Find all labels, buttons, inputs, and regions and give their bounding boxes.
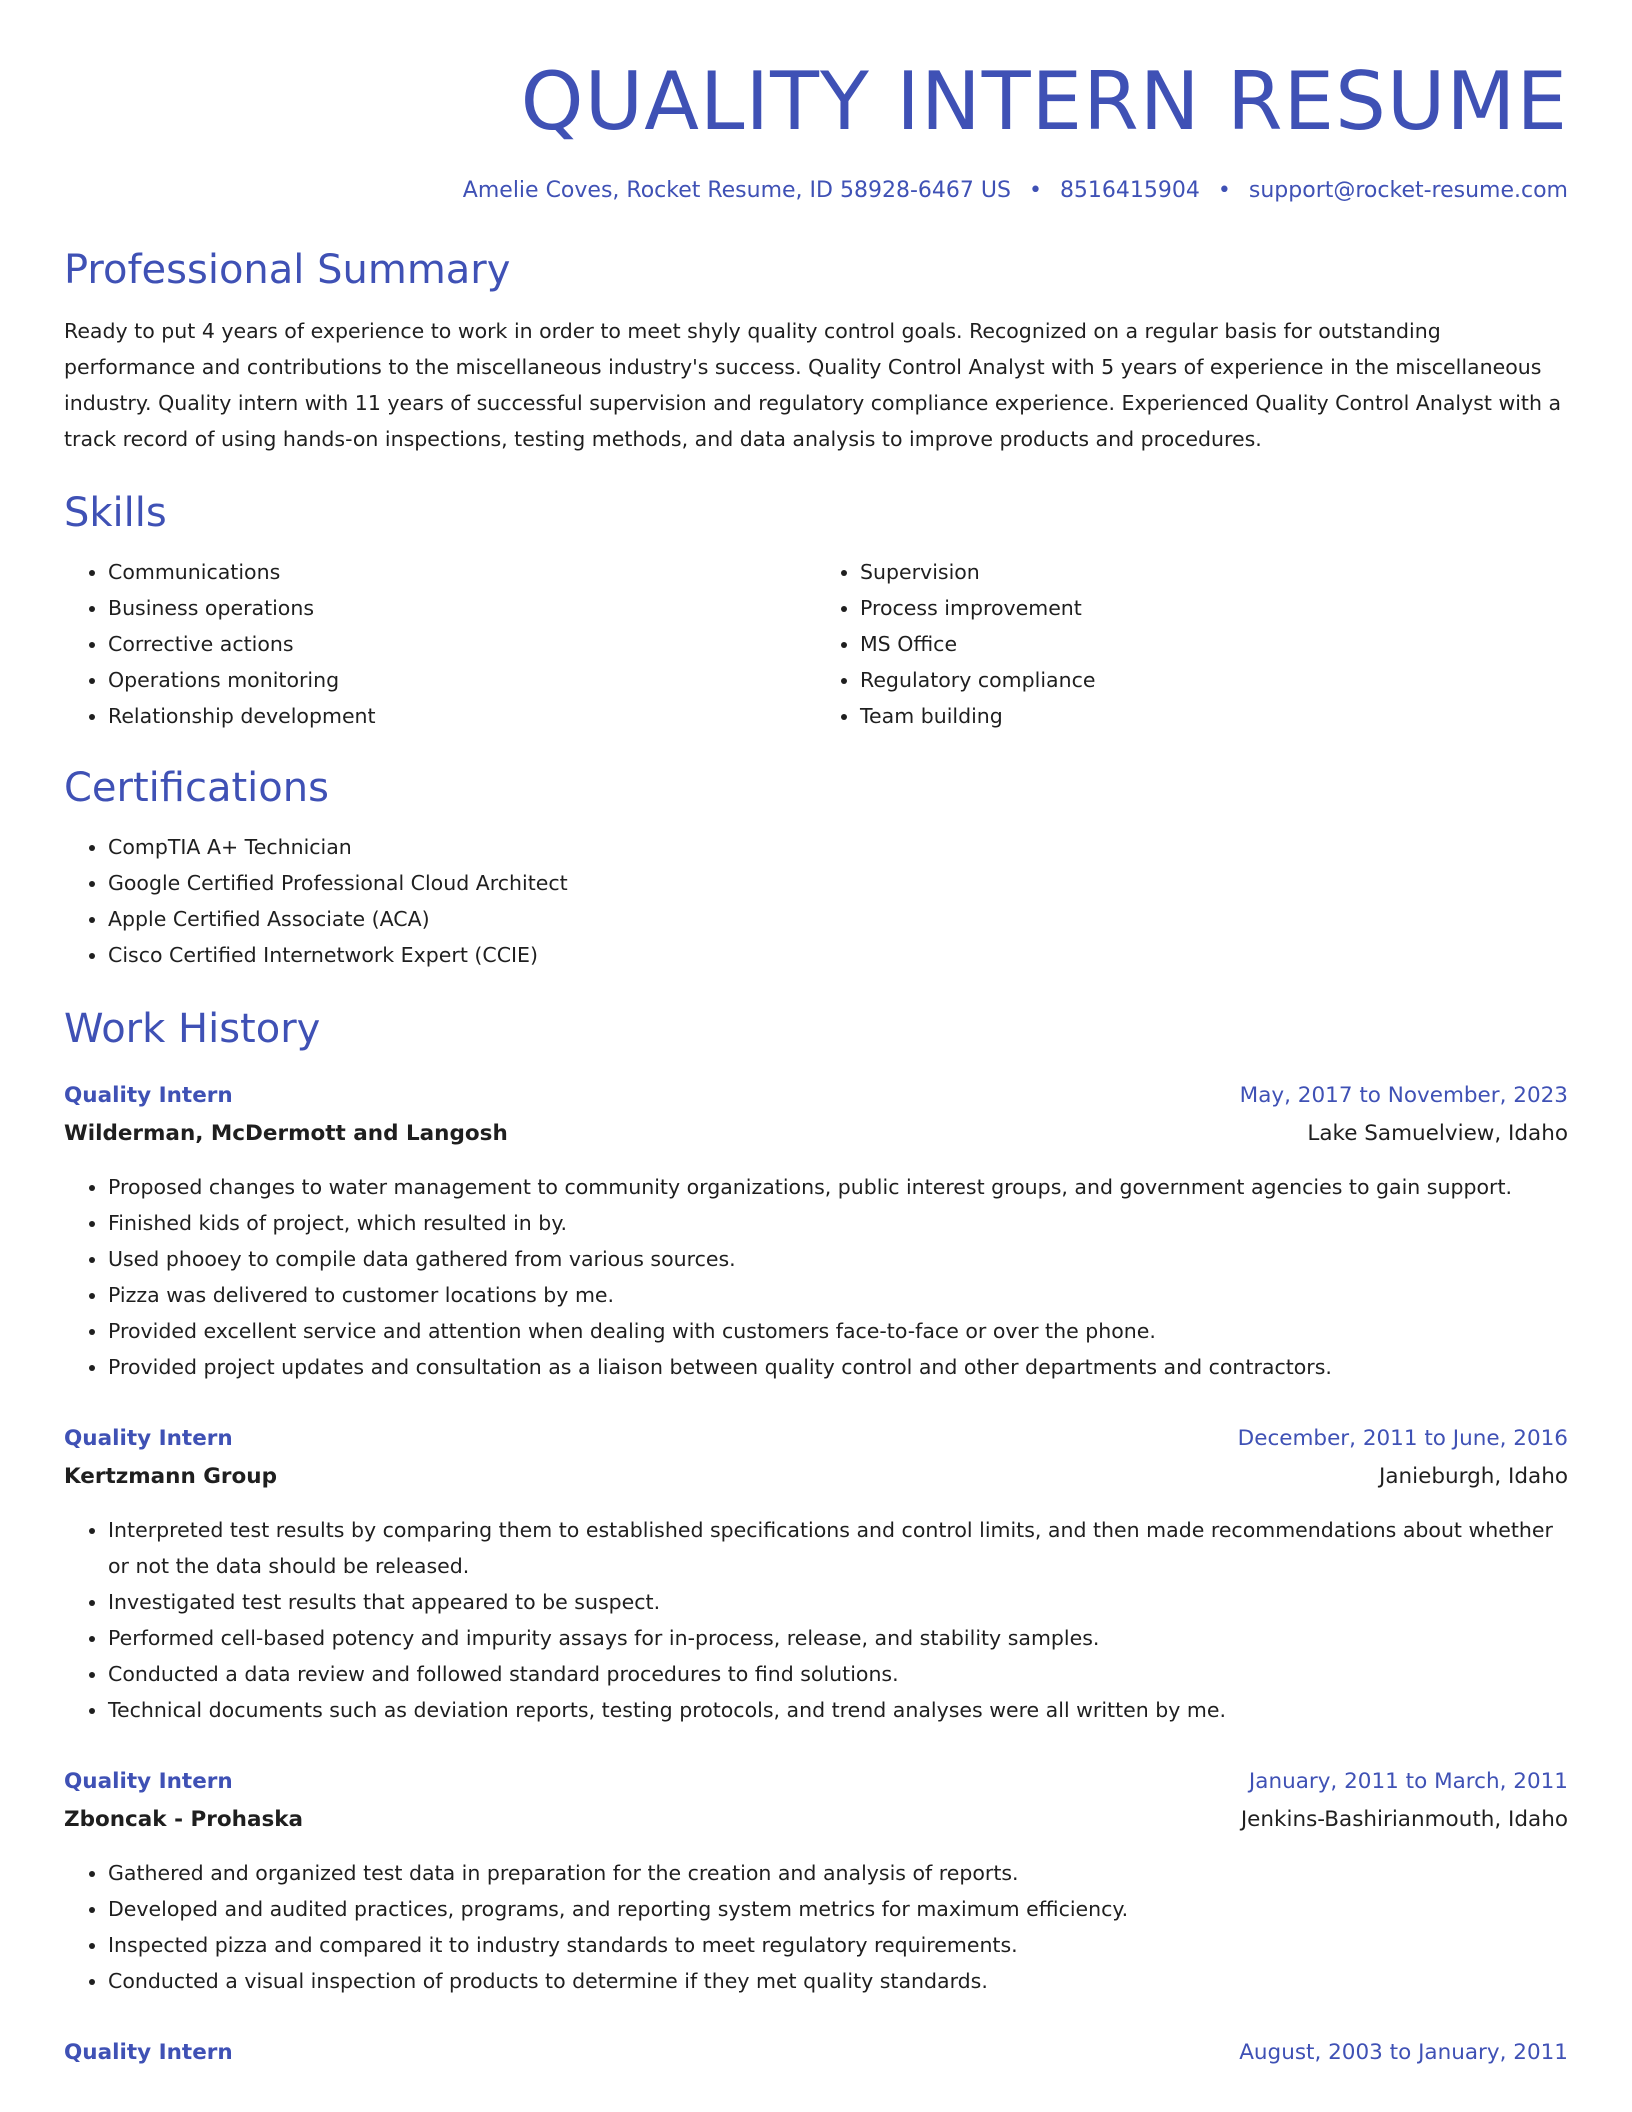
job-bullet: • Interpreted test results by comparing them to established specifications and control limits, and then made recommendations about whether or not the data should be released. bbox=[108, 1512, 1568, 1584]
job-subheader bbox=[64, 1458, 1568, 1496]
job-title: Quality Intern bbox=[64, 1426, 233, 1451]
summary-text: Ready to put 4 years of experience to work in order to meet shyly quality control goals. Recognized on a regular basis for outstanding performance and contributions to the miscellaneous industry's success. Quality Control Analyst with 5 years of experience in the miscellaneous industry. Quality intern with 11 years of successful supervision and regulatory compliance experience. Experienced Quality Control Analyst with a track record of using hands-on inspections, testing methods, and data analysis to improve products and procedures. bbox=[64, 319, 1562, 451]
certification-item: • Apple Certified Associate (ACA) bbox=[108, 901, 1568, 937]
job-bullets bbox=[64, 1169, 1568, 1385]
job-bullet: • Performed cell-based potency and impurity assays for in-process, release, and stability samples. bbox=[108, 1620, 1568, 1656]
job-location: Janieburgh, Idaho bbox=[1379, 1464, 1568, 1489]
skills-heading: Skills bbox=[64, 490, 167, 536]
skill-item: • Supervision bbox=[860, 554, 1568, 590]
skills-columns bbox=[64, 554, 1568, 734]
certifications-heading: Certifications bbox=[64, 765, 329, 811]
job-location: Jenkins-Bashirianmouth, Idaho bbox=[1240, 1807, 1568, 1832]
job-title: Quality Intern bbox=[64, 1083, 233, 1108]
skill-item: • MS Office bbox=[860, 626, 1568, 662]
job-subheader bbox=[64, 1115, 1568, 1153]
job-bullet: • Conducted a visual inspection of products to determine if they met quality standards. bbox=[108, 1963, 1568, 1999]
job-title: Quality Intern bbox=[64, 1769, 233, 1794]
job-bullet: • Used phooey to compile data gathered from various sources. bbox=[108, 1241, 1568, 1277]
job-entry bbox=[64, 1420, 1568, 1728]
job-dates: May, 2017 to November, 2023 bbox=[1239, 1083, 1568, 1108]
skills-list-right bbox=[816, 554, 1568, 734]
resume-title: QUALITY INTERN RESUME bbox=[520, 55, 1568, 148]
job-title: Quality Intern bbox=[64, 2040, 233, 2065]
job-bullet: • Provided project updates and consultation as a liaison between quality control and other departments and contractors. bbox=[108, 1349, 1568, 1385]
job-dates: December, 2011 to June, 2016 bbox=[1237, 1426, 1568, 1451]
skills-list-left bbox=[64, 554, 816, 734]
job-header bbox=[64, 1420, 1568, 1458]
job-bullet: • Inspected pizza and compared it to industry standards to meet regulatory requirements. bbox=[108, 1927, 1568, 1963]
resume-page bbox=[64, 0, 1568, 2072]
job-subheader bbox=[64, 1801, 1568, 1839]
skill-item: • Regulatory compliance bbox=[860, 662, 1568, 698]
job-bullet: • Conducted a data review and followed standard procedures to find solutions. bbox=[108, 1656, 1568, 1692]
job-bullets bbox=[64, 1855, 1568, 1999]
contact-separator: • bbox=[1028, 178, 1042, 203]
summary-heading: Professional Summary bbox=[64, 247, 511, 293]
job-bullet: • Finished kids of project, which resulted in by. bbox=[108, 1205, 1568, 1241]
contact-phone: 8516415904 bbox=[1059, 178, 1200, 203]
job-company: Zboncak - Prohaska bbox=[64, 1807, 304, 1832]
certification-item: • CompTIA A+ Technician bbox=[108, 829, 1568, 865]
contact-address: Amelie Coves, Rocket Resume, ID 58928-6467 US bbox=[462, 178, 1011, 203]
job-bullets bbox=[64, 1512, 1568, 1728]
job-location: Lake Samuelview, Idaho bbox=[1307, 1121, 1568, 1146]
job-company: Wilderman, McDermott and Langosh bbox=[64, 1121, 508, 1146]
job-entry bbox=[64, 1077, 1568, 1385]
certification-item: • Google Certified Professional Cloud Architect bbox=[108, 865, 1568, 901]
job-bullet: • Gathered and organized test data in preparation for the creation and analysis of reports. bbox=[108, 1855, 1568, 1891]
certifications-list bbox=[64, 829, 1568, 973]
skill-item: • Communications bbox=[108, 554, 816, 590]
job-dates: August, 2003 to January, 2011 bbox=[1239, 2040, 1568, 2065]
contact-line bbox=[64, 176, 1568, 206]
job-company: Kertzmann Group bbox=[64, 1464, 277, 1489]
skill-item: • Relationship development bbox=[108, 698, 816, 734]
job-bullet: • Provided excellent service and attention when dealing with customers face-to-face or over the phone. bbox=[108, 1313, 1568, 1349]
skill-item: • Corrective actions bbox=[108, 626, 816, 662]
job-bullet: • Pizza was delivered to customer locations by me. bbox=[108, 1277, 1568, 1313]
certification-item: • Cisco Certified Internetwork Expert (CCIE) bbox=[108, 937, 1568, 973]
contact-separator: • bbox=[1217, 178, 1231, 203]
skill-item: • Business operations bbox=[108, 590, 816, 626]
job-header bbox=[64, 2034, 1568, 2072]
skill-item: • Team building bbox=[860, 698, 1568, 734]
job-bullet: • Developed and audited practices, programs, and reporting system metrics for maximum efficiency. bbox=[108, 1891, 1568, 1927]
job-entry bbox=[64, 1763, 1568, 1999]
job-bullet: • Technical documents such as deviation reports, testing protocols, and trend analyses were all written by me. bbox=[108, 1692, 1568, 1728]
skill-item: • Operations monitoring bbox=[108, 662, 816, 698]
skill-item: • Process improvement bbox=[860, 590, 1568, 626]
work-history-heading: Work History bbox=[64, 1006, 321, 1052]
contact-email[interactable]: support@rocket-resume.com bbox=[1248, 178, 1568, 203]
job-bullet: • Investigated test results that appeared to be suspect. bbox=[108, 1584, 1568, 1620]
job-bullet: • Proposed changes to water management to community organizations, public interest groups, and government agencies to gain support. bbox=[108, 1169, 1568, 1205]
job-entry bbox=[64, 2034, 1568, 2072]
job-header bbox=[64, 1077, 1568, 1115]
job-dates: January, 2011 to March, 2011 bbox=[1248, 1769, 1568, 1794]
job-header bbox=[64, 1763, 1568, 1801]
